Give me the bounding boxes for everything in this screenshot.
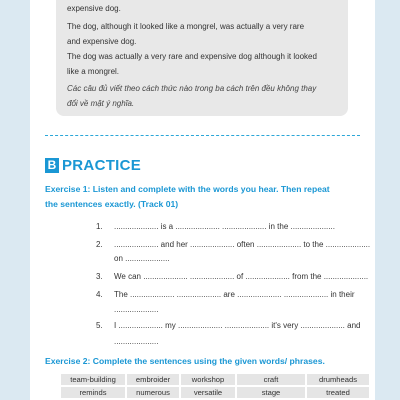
fill-in-sentence: ....................: [114, 337, 159, 346]
word-bank: [59, 372, 371, 400]
item-number: 3.: [96, 272, 103, 281]
word-bank-cell: treated: [307, 387, 369, 398]
word-bank-cell: team-building: [61, 374, 125, 385]
item-number: 4.: [96, 290, 103, 299]
word-bank-cell: embroider: [127, 374, 179, 385]
word-bank-row: [61, 374, 369, 385]
fill-in-sentence: .................... is a .................... .................... in the ....................: [114, 222, 335, 231]
word-bank-cell: workshop: [181, 374, 235, 385]
fill-in-sentence: I .................... my .................... .................... it's very .................... and: [114, 321, 361, 330]
fill-in-sentence: ....................: [114, 305, 159, 314]
fill-in-sentence: We can .................... .................... of .................... from the ....................: [114, 272, 369, 281]
fill-in-sentence: The .................... .................... are .................... .................... in their: [114, 290, 355, 299]
item-number: 2.: [96, 240, 103, 249]
example-line: The dog, although it looked like a mongrel, was actually a very rare: [67, 22, 305, 31]
example-line: The dog was actually a very rare and expensive dog although it looked: [67, 52, 317, 61]
section-badge: B: [45, 158, 59, 173]
word-bank-row: [61, 387, 369, 398]
example-line: expensive dog.: [67, 4, 121, 13]
example-line: and expensive dog.: [67, 37, 137, 46]
exercise-1-title: the sentences exactly. (Track 01): [45, 199, 179, 209]
word-bank-cell: stage: [237, 387, 305, 398]
item-number: 1.: [96, 222, 103, 231]
dashed-divider: [45, 135, 360, 136]
item-number: 5.: [96, 321, 103, 330]
word-bank-cell: reminds: [61, 387, 125, 398]
word-bank-cell: drumheads: [307, 374, 369, 385]
fill-in-sentence: on ....................: [114, 254, 170, 263]
example-note: Các câu đủ viết theo cách thức nào trong ba cách trên đều không thay: [67, 84, 317, 93]
word-bank-cell: numerous: [127, 387, 179, 398]
example-note: đổi về mặt ý nghĩa.: [67, 99, 135, 108]
section-heading: [45, 155, 141, 175]
exercise-2-title: Exercise 2: Complete the sentences using the given words/ phrases.: [45, 356, 325, 366]
example-line: like a mongrel.: [67, 67, 120, 76]
exercise-1-title: Exercise 1: Listen and complete with the words you hear. Then repeat: [45, 184, 330, 194]
section-title: PRACTICE: [62, 156, 142, 174]
fill-in-sentence: .................... and her .................... often .................... to the ....................: [114, 240, 371, 249]
word-bank-cell: craft: [237, 374, 305, 385]
page: [30, 0, 375, 400]
word-bank-cell: versatile: [181, 387, 235, 398]
